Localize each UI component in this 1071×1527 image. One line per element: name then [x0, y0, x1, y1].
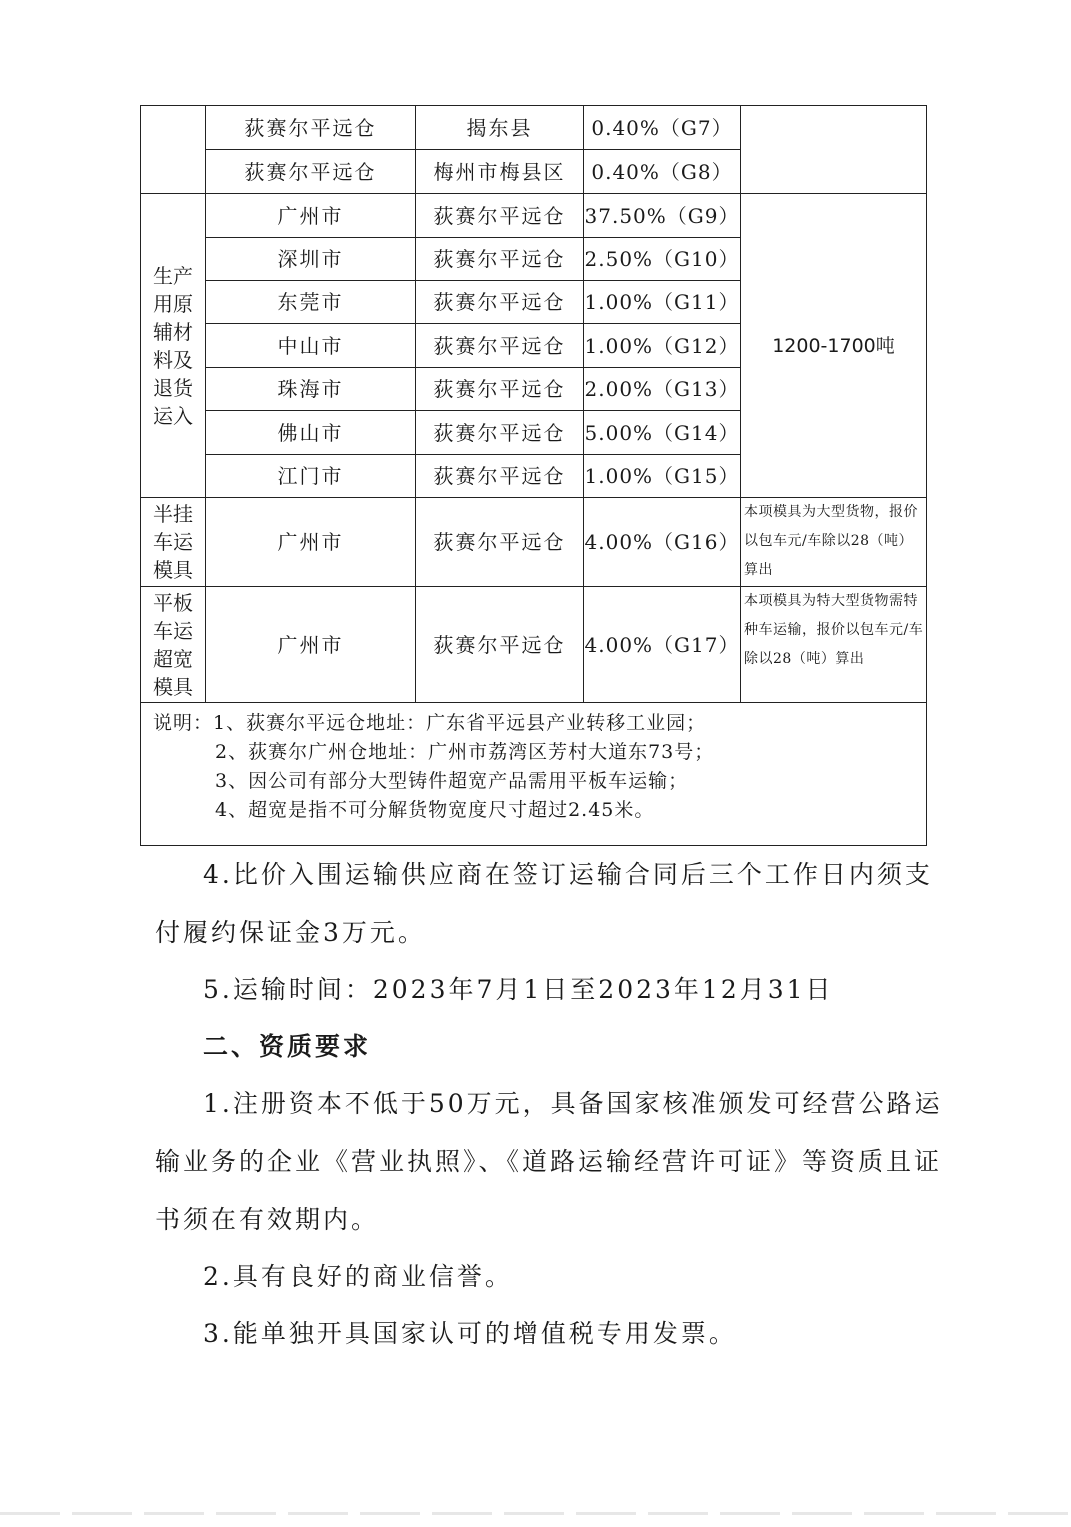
- section-heading: 二、资质要求: [203, 1032, 372, 1061]
- table-row: [141, 194, 927, 238]
- note-cell: 本项模具为大型货物，报价以包车元/车除以28（吨）算出: [741, 498, 927, 587]
- table-row: [141, 587, 927, 703]
- quantity-cell: 1200-1700吨: [741, 194, 927, 498]
- origin-cell: 广州市: [206, 194, 416, 238]
- paragraph-deposit: 4.比价入围运输供应商在签订运输合同后三个工作日内须支 付履约保证金3万元。: [155, 860, 933, 947]
- note-cell: 本项模具为特大型货物需特种车运输，报价以包车元/车除以28（吨）算出: [741, 587, 927, 703]
- category-cell: 生产用原辅材料及退货运入: [141, 194, 206, 498]
- category-cell: 平板车运超宽模具: [141, 587, 206, 703]
- ratio-cell: 1.00%（G12）: [584, 324, 741, 368]
- dest-cell: 揭东县: [416, 106, 584, 150]
- paragraph-qualification-2: 2.具有良好的商业信誉。: [203, 1262, 513, 1291]
- category-cell: 半挂车运模具: [141, 498, 206, 587]
- category-cell-continued: [141, 106, 206, 194]
- dest-cell: 荻赛尔平远仓: [416, 368, 584, 411]
- transport-table: [140, 105, 927, 846]
- dest-cell: 荻赛尔平远仓: [416, 455, 584, 498]
- note-line: 3、因公司有部分大型铸件超宽产品需用平板车运输；: [215, 770, 689, 792]
- paragraph-qualification-1: 1.注册资本不低于50万元，具备国家核准颁发可经营公路运 输业务的企业《营业执照》、《道路运输经营许可证》等资质且证 书须在有效期内。: [155, 1089, 943, 1234]
- ratio-cell: 1.00%（G15）: [584, 455, 741, 498]
- ratio-cell: 2.00%（G13）: [584, 368, 741, 411]
- notes-cell: [141, 703, 927, 846]
- origin-cell: 中山市: [206, 324, 416, 368]
- note-line: 2、荻赛尔广州仓地址：广州市荔湾区芳村大道东73号；: [215, 741, 715, 763]
- ratio-cell: 4.00%（G16）: [584, 498, 741, 587]
- origin-cell: 东莞市: [206, 281, 416, 324]
- dest-cell: 荻赛尔平远仓: [416, 498, 584, 587]
- dest-cell: 荻赛尔平远仓: [416, 324, 584, 368]
- ratio-cell: 5.00%（G14）: [584, 411, 741, 455]
- origin-cell: 广州市: [206, 498, 416, 587]
- origin-cell: 佛山市: [206, 411, 416, 455]
- dest-cell: 荻赛尔平远仓: [416, 411, 584, 455]
- table-notes-row: [141, 703, 927, 846]
- ratio-cell: 4.00%（G17）: [584, 587, 741, 703]
- ratio-cell: 0.40%（G7）: [584, 106, 741, 150]
- scan-artifact-line: [0, 1512, 1071, 1515]
- dest-cell: 梅州市梅县区: [416, 150, 584, 194]
- origin-cell: 荻赛尔平远仓: [206, 106, 416, 150]
- origin-cell: 珠海市: [206, 368, 416, 411]
- table-row: [141, 106, 927, 150]
- origin-cell: 荻赛尔平远仓: [206, 150, 416, 194]
- origin-cell: 江门市: [206, 455, 416, 498]
- ratio-cell: 2.50%（G10）: [584, 238, 741, 281]
- dest-cell: 荻赛尔平远仓: [416, 587, 584, 703]
- quantity-cell-continued: [741, 106, 927, 194]
- paragraph-qualification-3: 3.能单独开具国家认可的增值税专用发票。: [203, 1319, 737, 1348]
- dest-cell: 荻赛尔平远仓: [416, 281, 584, 324]
- note-line: 说明：1、荻赛尔平远仓地址：广东省平远县产业转移工业园；: [153, 712, 707, 734]
- table-row: [141, 498, 927, 587]
- dest-cell: 荻赛尔平远仓: [416, 194, 584, 238]
- paragraph-transport-time: 5.运输时间：2023年7月1日至2023年12月31日: [203, 975, 834, 1004]
- ratio-cell: 37.50%（G9）: [584, 194, 741, 238]
- origin-cell: 广州市: [206, 587, 416, 703]
- ratio-cell: 1.00%（G11）: [584, 281, 741, 324]
- dest-cell: 荻赛尔平远仓: [416, 238, 584, 281]
- ratio-cell: 0.40%（G8）: [584, 150, 741, 194]
- note-line: 4、超宽是指不可分解货物宽度尺寸超过2.45米。: [215, 799, 655, 821]
- origin-cell: 深圳市: [206, 238, 416, 281]
